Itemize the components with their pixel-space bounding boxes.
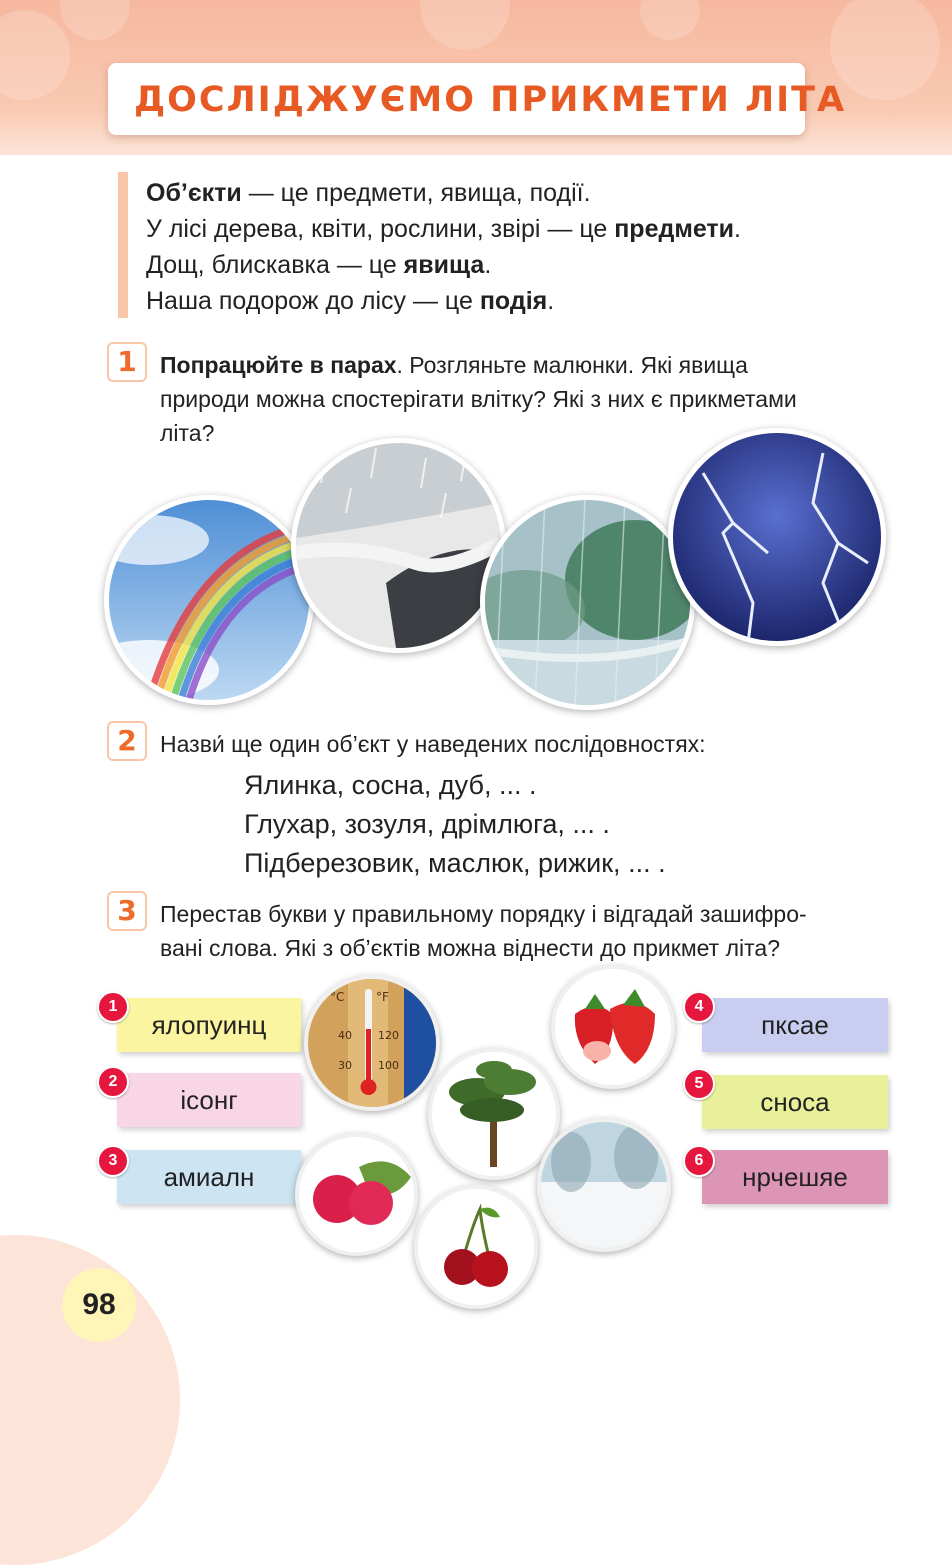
- tag-number-2: 2: [97, 1066, 129, 1098]
- hail-photo: [291, 438, 506, 653]
- task-number-3: 3: [107, 891, 147, 931]
- task3-line-2: вані слова. Які з об’єктів можна віднести до прикмет літа?: [160, 935, 780, 961]
- sequence-1: Ялинка, сосна, дуб, ... .: [244, 770, 537, 800]
- raspberry-image: [295, 1133, 418, 1256]
- tree-image: [428, 1048, 560, 1180]
- snow-image: [537, 1118, 671, 1252]
- svg-text:40: 40: [338, 1029, 352, 1042]
- task-number-1: 1: [107, 342, 147, 382]
- cherry-image: [414, 1185, 538, 1309]
- rain-photo: [480, 495, 695, 710]
- page-number: 98: [62, 1268, 136, 1342]
- task1-line-3: літа?: [160, 420, 215, 446]
- sequence-2: Глухар, зозуля, дрімлюга, ... .: [244, 809, 610, 839]
- word-tag-4: пксае: [702, 998, 888, 1052]
- svg-text:120: 120: [378, 1029, 399, 1042]
- lightning-photo: [668, 428, 886, 646]
- tag-number-5: 5: [683, 1068, 715, 1100]
- tag-number-1: 1: [97, 991, 129, 1023]
- task3-line-1: Перестав букви у правильному порядку і відгадай зашифро-: [160, 901, 807, 927]
- word-tag-6: нрчешяе: [702, 1150, 888, 1204]
- word-tag-5: сноса: [702, 1075, 888, 1129]
- svg-text:°F: °F: [376, 990, 389, 1004]
- definition-line-3: Дощ, блискавка — це явища.: [146, 251, 492, 279]
- sequence-3: Підберезовик, маслюк, рижик, ... .: [244, 848, 666, 878]
- definition-line-4: Наша подорож до лісу — це подія.: [146, 287, 555, 315]
- task1-line-1: Попрацюйте в парах. Розгляньте малюнки. Які явища: [160, 352, 748, 378]
- task2-prompt: Назви́ ще один об’єкт у наведених послідовностях:: [160, 731, 706, 757]
- tag-number-3: 3: [97, 1145, 129, 1177]
- svg-text:100: 100: [378, 1059, 399, 1072]
- strawberry-image: [551, 965, 675, 1089]
- thermometer-image: [304, 975, 440, 1111]
- definition-line-2: У лісі дерева, квіти, рослини, звірі — це предмети.: [146, 215, 741, 243]
- svg-text:°C: °C: [330, 990, 345, 1004]
- task-number-2: 2: [107, 721, 147, 761]
- word-tag-3: амиалн: [117, 1150, 301, 1204]
- tag-number-6: 6: [683, 1145, 715, 1177]
- rainbow-photo: [104, 495, 314, 705]
- svg-text:30: 30: [338, 1059, 352, 1072]
- page-title: ДОСЛІДЖУЄМО ПРИКМЕТИ ЛІТА: [134, 80, 847, 120]
- definition-bar: [118, 172, 128, 318]
- task1-line-2: природи можна спостерігати влітку? Які з них є прикметами: [160, 386, 797, 412]
- tag-number-4: 4: [683, 991, 715, 1023]
- word-tag-1: ялопуинц: [117, 998, 301, 1052]
- definition-line-1: Об’єкти — це предмети, явища, події.: [146, 179, 591, 207]
- word-tag-2: ісонг: [117, 1073, 301, 1127]
